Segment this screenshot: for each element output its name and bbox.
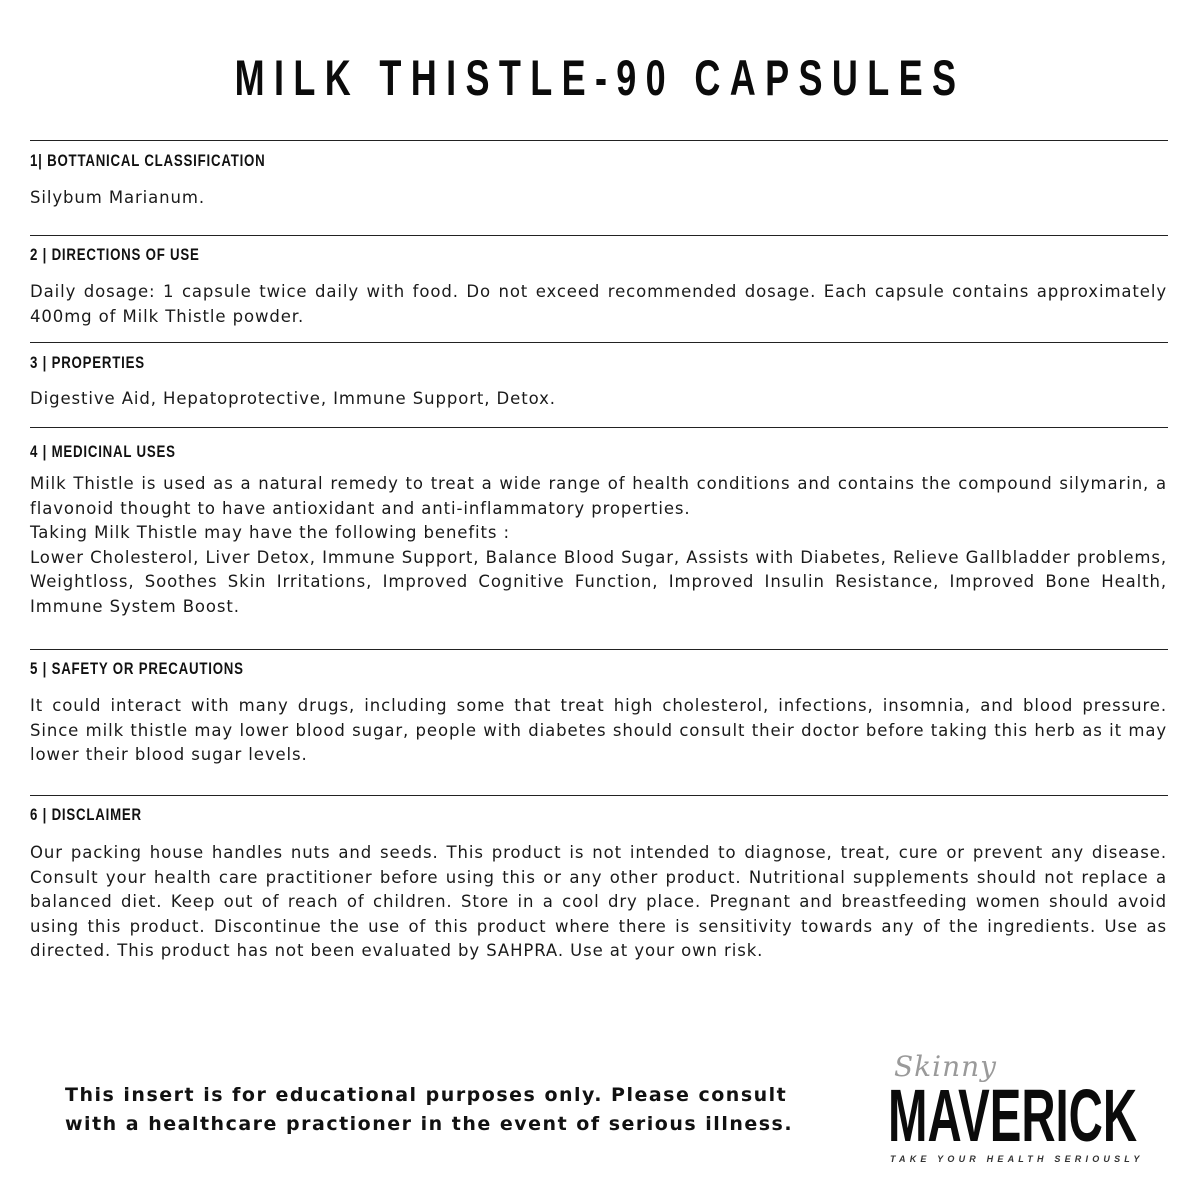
section-paragraph: Taking Milk Thistle may have the following benefits :: [30, 523, 511, 542]
section-body-disclaimer: [30, 841, 1167, 964]
section-paragraph: Milk Thistle is used as a natural remedy to treat a wide range of health conditions and contains the compound silymarin, a flavonoid thought to have antioxidant and anti-inflammatory properties.: [30, 474, 1167, 518]
logo-script-text: Skinny: [894, 1050, 997, 1083]
section-divider: [30, 342, 1168, 343]
footer-note-line: This insert is for educational purposes only. Please consult: [65, 1084, 788, 1106]
section-paragraph: It could interact with many drugs, including some that treat high cholesterol, infections, insomnia, and blood pressure. Since milk thistle may lower blood sugar, people with diabetes should consult their doctor before taking this herb as it may lower their blood sugar levels.: [30, 696, 1167, 764]
section-heading-properties: 3 | PROPERTIES: [30, 353, 145, 372]
section-paragraph: Digestive Aid, Hepatoprotective, Immune Support, Detox.: [30, 389, 556, 408]
section-divider: [30, 649, 1168, 650]
section-heading-safety-or-precautions: 5 | SAFETY OR PRECAUTIONS: [30, 659, 244, 678]
section-body-botanical-classification: [30, 186, 1167, 211]
brand-logo: [888, 1050, 1144, 1170]
logo-wordmark: MAVERICK: [888, 1074, 1138, 1157]
section-heading-botanical-classification: 1| BOTTANICAL CLASSIFICATION: [30, 151, 266, 170]
section-divider: [30, 140, 1168, 141]
logo-tagline: TAKE YOUR HEALTH SERIOUSLY: [890, 1154, 1144, 1164]
section-heading-disclaimer: 6 | DISCLAIMER: [30, 805, 142, 824]
section-body-safety-or-precautions: [30, 694, 1167, 768]
section-divider: [30, 235, 1168, 236]
section-body-medicinal-uses: [30, 472, 1167, 619]
section-paragraph: Silybum Marianum.: [30, 188, 206, 207]
section-divider: [30, 795, 1168, 796]
educational-disclaimer-note: [65, 1081, 835, 1139]
section-body-directions-of-use: [30, 280, 1167, 329]
section-divider: [30, 427, 1168, 428]
section-body-properties: [30, 387, 1167, 412]
section-paragraph: Lower Cholesterol, Liver Detox, Immune Support, Balance Blood Sugar, Assists with Diabetes, Relieve Gallbladder problems, Weightloss, Soothes Skin Irritations, Improved Cognitive Function, Improved Insulin Resistance, Improved Bone Health, Immune System Boost.: [30, 547, 1167, 616]
section-paragraph: Daily dosage: 1 capsule twice daily with food. Do not exceed recommended dosage. Each capsule contains approximately 400mg of Milk Thistle powder.: [30, 282, 1167, 326]
page-title: MILK THISTLE-90 CAPSULES: [234, 50, 966, 106]
section-heading-medicinal-uses: 4 | MEDICINAL USES: [30, 442, 176, 461]
section-paragraph: Our packing house handles nuts and seeds. This product is not intended to diagnose, treat, cure or prevent any disease. Consult your health care practitioner before using this or any other product. Nutritional supplements should not replace a balanced diet. Keep out of reach of children. Store in a cool dry place. Pregnant and breastfeeding women should avoid using this product. Discontinue the use of this product where there is sensitivity towards any of the ingredients. Use as directed. This product has not been evaluated by SAHPRA. Use at your own risk.: [30, 843, 1167, 960]
footer-note-line: with a healthcare practioner in the event of serious illness.: [65, 1113, 794, 1135]
section-heading-directions-of-use: 2 | DIRECTIONS OF USE: [30, 245, 200, 264]
